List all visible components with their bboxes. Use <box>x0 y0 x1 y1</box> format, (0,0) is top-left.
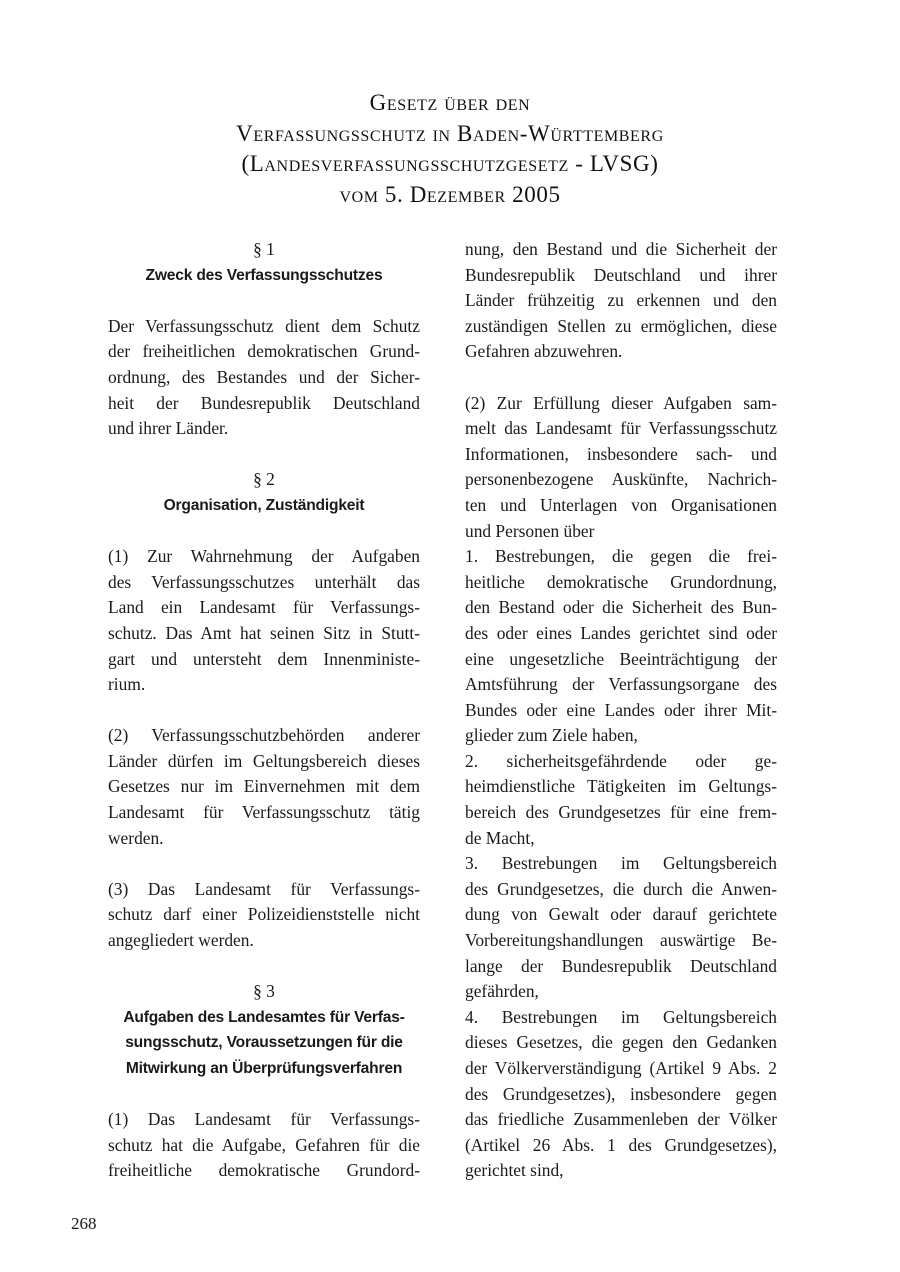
text-line: das friedliche Zusammenleben der Völker <box>465 1109 777 1130</box>
text-line: der freiheitlichen demokratischen Grund- <box>108 341 420 362</box>
text-line: personenbezogene Auskünfte, Nachrich- <box>465 469 777 490</box>
text-line: Länder frühzeitig zu erkennen und den <box>465 290 777 311</box>
text-line: den Bestand oder die Sicherheit des Bun- <box>465 597 777 618</box>
blank-line <box>108 954 420 980</box>
page-number: 268 <box>71 1214 97 1233</box>
text-line: Bundesrepublik Deutschland und ihrer <box>465 264 777 285</box>
text-line: des Grundgesetzes, die durch die Anwen- <box>465 878 777 899</box>
text-line: des oder eines Landes gerichtet sind oder <box>465 622 777 643</box>
document-title <box>0 88 900 210</box>
text-line: und Personen über <box>465 520 595 541</box>
section-heading: Mitwirkung an Überprüfungsverfahren <box>125 1060 403 1077</box>
text-line: gerichtet sind, <box>465 1160 564 1181</box>
text-line: (2) Zur Erfüllung dieser Aufgaben sam- <box>465 392 777 413</box>
text-line: werden. <box>108 827 164 848</box>
text-line: schutz hat die Aufgabe, Gefahren für die <box>108 1134 420 1155</box>
text-line: eine ungesetzliche Beeinträchtigung der <box>465 648 777 669</box>
section-heading: Zweck des Verfassungsschutzes <box>145 266 383 284</box>
text-line: schutz darf einer Polizeidienststelle nicht <box>108 904 420 925</box>
text-line: ten und Unterlagen von Organisationen <box>465 494 777 515</box>
text-line: Land ein Landesamt für Verfassungs- <box>108 597 420 618</box>
text-line: melt das Landesamt für Verfassungsschutz <box>465 418 777 439</box>
title-line: Verfassungsschutz in Baden-Württemberg <box>236 120 664 146</box>
section-number: § 2 <box>253 469 275 490</box>
section-number: § 3 <box>253 981 275 1002</box>
text-line: und ihrer Länder. <box>108 418 229 439</box>
blank-line <box>108 1082 420 1108</box>
text-line: Vorbereitungshandlungen auswärtige Be- <box>465 930 777 951</box>
text-line: gart und untersteht dem Innenministe- <box>108 648 420 669</box>
left-column <box>108 237 420 1184</box>
text-line: heit der Bundesrepublik Deutschland <box>108 392 420 413</box>
text-line: 1. Bestrebungen, die gegen die frei- <box>465 546 777 567</box>
title-line: (Landesverfassungsschutzgesetz - LVSG) <box>241 151 659 176</box>
right-column <box>465 237 777 1184</box>
text-line: freiheitliche demokratische Grundord- <box>108 1160 420 1181</box>
text-line: des Verfassungsschutzes unterhält das <box>108 571 420 592</box>
text-line: Informationen, insbesondere sach- und <box>465 443 777 464</box>
text-line: 4. Bestrebungen im Geltungsbereich <box>465 1006 777 1027</box>
text-line: gefährden, <box>465 981 539 1002</box>
text-line: Der Verfassungsschutz dient dem Schutz <box>108 315 420 336</box>
blank-line <box>108 442 420 468</box>
text-line: dieses Gesetzes, die gegen den Gedanken <box>465 1032 777 1053</box>
text-line: (Artikel 26 Abs. 1 des Grundgesetzes), <box>465 1134 777 1155</box>
text-line: Gesetzes nur im Einvernehmen mit dem <box>108 776 420 797</box>
section-number: § 1 <box>253 239 275 259</box>
title-line: Gesetz über den <box>369 90 531 115</box>
text-line: Gefahren abzuwehren. <box>465 341 623 362</box>
text-line: Amtsführung der Verfassungsorgane des <box>465 674 777 695</box>
text-line: heimdienstliche Tätigkeiten im Geltungs- <box>465 776 777 797</box>
text-line: dung von Gewalt oder darauf gerichtete <box>465 904 777 925</box>
section-heading: Organisation, Zuständigkeit <box>163 496 365 514</box>
text-line: Landesamt für Verfassungsschutz tätig <box>108 802 420 823</box>
text-line: nung, den Bestand und die Sicherheit der <box>465 239 777 259</box>
text-line: (3) Das Landesamt für Verfassungs- <box>108 878 420 899</box>
text-line: glieder zum Ziele haben, <box>465 725 638 746</box>
text-line: heitliche demokratische Grundordnung, <box>465 571 777 592</box>
text-line: bereich des Grundgesetzes für eine frem- <box>465 802 777 823</box>
blank-line <box>108 851 420 877</box>
blank-line <box>108 698 420 724</box>
text-line: der Völkerverständigung (Artikel 9 Abs. 2 <box>465 1058 777 1078</box>
section-heading: Aufgaben des Landesamtes für Verfas- <box>123 1008 405 1026</box>
text-line: 3. Bestrebungen im Geltungsbereich <box>465 853 777 874</box>
text-line: zuständigen Stellen zu ermöglichen, diese <box>465 315 777 336</box>
text-line: (2) Verfassungsschutzbehörden anderer <box>108 725 420 746</box>
text-line: lange der Bundesrepublik Deutschland <box>465 955 777 976</box>
section-heading: sungsschutz, Voraussetzungen für die <box>125 1034 403 1052</box>
text-line: (1) Das Landesamt für Verfassungs- <box>108 1109 420 1130</box>
text-line: 2. sicherheitsgefährdende oder ge- <box>465 750 777 771</box>
text-line: ordnung, des Bestandes und der Sicher- <box>108 366 420 387</box>
blank-line <box>465 365 777 391</box>
text-line: schutz. Das Amt hat seinen Sitz in Stutt- <box>108 622 420 643</box>
text-line: des Grundgesetzes), insbesondere gegen <box>465 1083 777 1104</box>
text-line: angegliedert werden. <box>108 930 254 951</box>
blank-line <box>108 519 420 545</box>
text-line: de Macht, <box>465 827 535 848</box>
title-line: vom 5. Dezember 2005 <box>339 181 561 207</box>
text-line: rium. <box>108 674 146 695</box>
text-line: Länder dürfen im Geltungsbereich dieses <box>108 750 420 771</box>
text-line: Bundes oder eine Landes oder ihrer Mit- <box>465 699 777 720</box>
blank-line <box>108 288 420 314</box>
text-line: (1) Zur Wahrnehmung der Aufgaben <box>108 546 420 567</box>
